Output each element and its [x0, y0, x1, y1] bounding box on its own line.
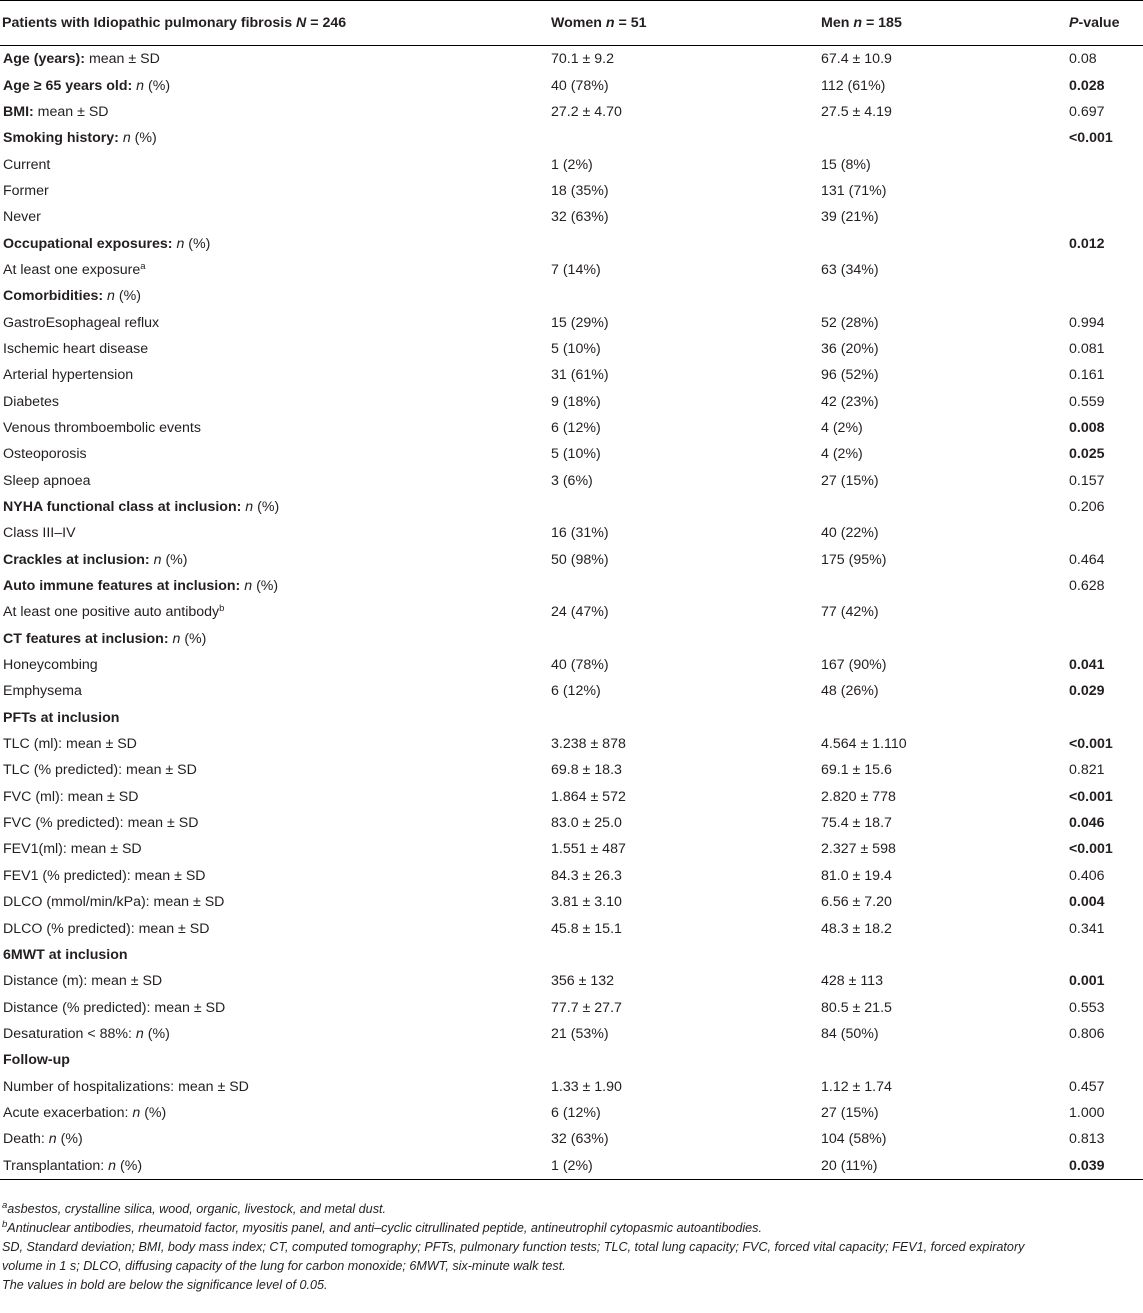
row-label: FVC (ml): mean ± SD: [3, 788, 139, 805]
table-row: [0, 257, 1143, 283]
table-row: [0, 178, 1143, 204]
row-label: Desaturation < 88%: n (%): [3, 1025, 170, 1042]
p-value: [1069, 705, 1143, 731]
row-label: Crackles at inclusion: n (%): [3, 551, 188, 568]
footnote-abbreviations-cont: volume in 1 s; DLCO, diffusing capacity of the lung for carbon monoxide; 6MWT, six-minute walk test.: [2, 1258, 566, 1273]
row-label: Class III–IV: [3, 525, 76, 542]
women-value: 32 (63%): [551, 209, 609, 226]
table-row: [0, 362, 1143, 388]
men-value: 27 (15%): [821, 472, 879, 489]
women-value: 1.864 ± 572: [551, 788, 626, 805]
p-value: 0.046: [1069, 815, 1105, 832]
table-row: [0, 731, 1143, 757]
table-row: [0, 46, 1143, 73]
men-value: 52 (28%): [821, 314, 879, 331]
header-men: Men n = 185: [819, 1, 1069, 46]
table-row: [0, 494, 1143, 520]
p-value: [1069, 204, 1143, 230]
women-value: 18 (35%): [551, 182, 609, 199]
women-value: 1.33 ± 1.90: [551, 1078, 622, 1095]
row-label: Ischemic heart disease: [3, 340, 149, 357]
women-value: 5 (10%): [551, 340, 601, 357]
row-label: CT features at inclusion: n (%): [3, 630, 207, 647]
men-value: [819, 230, 1069, 256]
table-body: [0, 46, 1143, 1180]
men-value: 4 (2%): [821, 419, 863, 436]
table-row: [0, 652, 1143, 678]
men-value: [819, 626, 1069, 652]
women-value: 3 (6%): [551, 472, 593, 489]
men-value: 84 (50%): [821, 1025, 879, 1042]
p-value: 0.025: [1069, 446, 1105, 463]
men-value: 80.5 ± 21.5: [821, 999, 892, 1016]
p-value: 0.994: [1069, 314, 1105, 331]
men-value: 104 (58%): [821, 1131, 887, 1148]
p-value: 0.206: [1069, 499, 1105, 516]
men-value: 15 (8%): [821, 156, 871, 173]
table-footnotes: [0, 1200, 1143, 1295]
women-value: 15 (29%): [551, 314, 609, 331]
women-value: [549, 1047, 819, 1073]
table-row: [0, 942, 1143, 968]
table-row: [0, 1047, 1143, 1073]
table-row: [0, 309, 1143, 335]
table-row: [0, 441, 1143, 467]
p-value: [1069, 520, 1143, 546]
table-row: [0, 599, 1143, 625]
row-label: Comorbidities: n (%): [3, 288, 141, 305]
row-label: At least one exposure$^a$: [3, 260, 146, 278]
row-label: Distance (% predicted): mean ± SD: [3, 999, 226, 1016]
p-value: [1069, 151, 1143, 177]
row-label: Never: [3, 209, 41, 226]
p-value: 0.628: [1069, 578, 1105, 595]
row-label: Former: [3, 182, 49, 199]
row-label: Follow-up: [3, 1052, 70, 1069]
row-label: Auto immune features at inclusion: n (%): [3, 578, 279, 595]
women-value: 1 (2%): [549, 1152, 819, 1179]
women-value: [549, 494, 819, 520]
p-value: 0.039: [1069, 1152, 1143, 1179]
table-row: [0, 415, 1143, 441]
men-value: [819, 1047, 1069, 1073]
table-row: [0, 994, 1143, 1020]
men-value: 40 (22%): [821, 525, 879, 542]
p-value: <0.001: [1069, 130, 1113, 147]
p-value: 0.081: [1069, 340, 1105, 357]
p-value: 0.008: [1069, 419, 1105, 436]
men-value: [819, 705, 1069, 731]
women-value: 9 (18%): [551, 393, 601, 410]
p-value: 0.012: [1069, 235, 1105, 252]
table-row: [0, 72, 1143, 98]
row-label: Death: n (%): [3, 1131, 83, 1148]
women-value: [549, 942, 819, 968]
footnote-b: $^b$Antinuclear antibodies, rheumatoid factor, myositis panel, and anti–cyclic citrullinated peptide, antineutrophil cytopasmic autoantibodies.: [2, 1218, 762, 1235]
row-label: Occupational exposures: n (%): [3, 235, 211, 252]
header-p-value: P-value: [1069, 1, 1143, 46]
women-value: [549, 283, 819, 309]
row-label: DLCO (% predicted): mean ± SD: [3, 920, 210, 937]
women-value: 84.3 ± 26.3: [551, 867, 622, 884]
table-row: [0, 99, 1143, 125]
women-value: 1.551 ± 487: [551, 841, 626, 858]
women-value: 70.1 ± 9.2: [551, 51, 615, 68]
row-label: Osteoporosis: [3, 446, 87, 463]
row-label: Smoking history: n (%): [3, 130, 157, 147]
men-value: 167 (90%): [821, 657, 887, 674]
table-row: [0, 836, 1143, 862]
row-label: Emphysema: [3, 683, 82, 700]
footnote-bold-note: The values in bold are below the significance level of 0.05.: [2, 1277, 328, 1292]
men-value: 48 (26%): [821, 683, 879, 700]
men-value: 27 (15%): [821, 1104, 879, 1121]
p-value: <0.001: [1069, 841, 1113, 858]
p-value: 0.464: [1069, 551, 1105, 568]
p-value: 0.028: [1069, 77, 1105, 94]
table-row: [0, 1073, 1143, 1099]
header-population: Patients with Idiopathic pulmonary fibrosis N = 246: [0, 1, 549, 46]
women-value: 356 ± 132: [551, 973, 615, 990]
row-label: FVC (% predicted): mean ± SD: [3, 815, 199, 832]
women-value: 6 (12%): [551, 1104, 601, 1121]
row-label: PFTs at inclusion: [3, 709, 120, 726]
men-value: 27.5 ± 4.19: [821, 103, 892, 120]
women-value: 40 (78%): [551, 657, 609, 674]
table-row: [0, 125, 1143, 151]
p-value: 0.697: [1069, 103, 1105, 120]
women-value: 77.7 ± 27.7: [551, 999, 622, 1016]
p-value: 0.001: [1069, 973, 1105, 990]
women-value: 3.81 ± 3.10: [551, 894, 622, 911]
row-label: TLC (% predicted): mean ± SD: [3, 762, 197, 779]
men-value: 112 (61%): [821, 77, 886, 94]
row-label: Number of hospitalizations: mean ± SD: [3, 1078, 249, 1095]
table-row: [0, 863, 1143, 889]
table-row: [0, 757, 1143, 783]
men-value: 39 (21%): [821, 209, 879, 226]
row-label: NYHA functional class at inclusion: n (%): [3, 499, 280, 516]
table-row: [0, 388, 1143, 414]
men-value: 63 (34%): [821, 261, 879, 278]
women-value: [549, 230, 819, 256]
p-value: [1069, 178, 1143, 204]
men-value: 1.12 ± 1.74: [821, 1078, 892, 1095]
table-row: [0, 968, 1143, 994]
men-value: 96 (52%): [821, 367, 879, 384]
table-header: [0, 1, 1143, 46]
women-value: 21 (53%): [551, 1025, 609, 1042]
women-value: 5 (10%): [551, 446, 601, 463]
p-value: <0.001: [1069, 788, 1113, 805]
p-value: 0.553: [1069, 999, 1105, 1016]
women-value: [549, 573, 819, 599]
row-label: Honeycombing: [3, 657, 98, 674]
row-label: Sleep apnoea: [3, 472, 91, 489]
p-value: 0.806: [1069, 1025, 1105, 1042]
table-row: [0, 151, 1143, 177]
p-value: <0.001: [1069, 736, 1113, 753]
table-row: [0, 810, 1143, 836]
p-value: 0.341: [1069, 920, 1105, 937]
women-value: 24 (47%): [551, 604, 609, 621]
table-row: [0, 626, 1143, 652]
women-value: [549, 125, 819, 151]
header-women: Women n = 51: [549, 1, 819, 46]
row-label: Diabetes: [3, 393, 59, 410]
men-value: 175 (95%): [821, 551, 887, 568]
women-value: 27.2 ± 4.70: [551, 103, 622, 120]
row-label: 6MWT at inclusion: [3, 946, 128, 963]
footnote-a: $^a$asbestos, crystalline silica, wood, organic, livestock, and metal dust.: [2, 1199, 386, 1216]
p-value: [1069, 599, 1143, 625]
men-value: 4.564 ± 1.110: [821, 736, 907, 753]
p-value: [1069, 1047, 1143, 1073]
women-value: 6 (12%): [551, 419, 601, 436]
women-value: 3.238 ± 878: [551, 736, 626, 753]
table-row: [0, 468, 1143, 494]
men-value: 6.56 ± 7.20: [821, 894, 892, 911]
table-row: [0, 915, 1143, 941]
men-value: [819, 494, 1069, 520]
row-label: Transplantation: n (%): [0, 1152, 549, 1179]
p-value: 0.161: [1069, 367, 1105, 384]
men-value: 131 (71%): [821, 182, 887, 199]
table-row: [0, 678, 1143, 704]
women-value: [549, 626, 819, 652]
table-row: [0, 1100, 1143, 1126]
row-label: Arterial hypertension: [3, 367, 134, 384]
p-value: 0.157: [1069, 472, 1105, 489]
table-row: [0, 784, 1143, 810]
p-value: 0.004: [1069, 894, 1105, 911]
women-value: 69.8 ± 18.3: [551, 762, 622, 779]
p-value: 0.813: [1069, 1131, 1105, 1148]
row-label: Age (years): mean ± SD: [3, 51, 160, 68]
row-label: Age ≥ 65 years old: n (%): [3, 77, 171, 94]
p-value: 1.000: [1069, 1104, 1105, 1121]
women-value: 16 (31%): [551, 525, 609, 542]
women-value: 45.8 ± 15.1: [551, 920, 622, 937]
table-row: [0, 204, 1143, 230]
women-value: 6 (12%): [551, 683, 601, 700]
row-label: BMI: mean ± SD: [3, 103, 109, 120]
p-value: 0.559: [1069, 393, 1105, 410]
row-label: Distance (m): mean ± SD: [3, 973, 163, 990]
row-label: FEV1(ml): mean ± SD: [3, 841, 142, 858]
men-value: 81.0 ± 19.4: [821, 867, 892, 884]
p-value: [1069, 283, 1143, 309]
p-value: [1069, 626, 1143, 652]
men-value: [819, 942, 1069, 968]
row-label: Current: [3, 156, 51, 173]
row-label: TLC (ml): mean ± SD: [3, 736, 137, 753]
p-value: 0.821: [1069, 762, 1105, 779]
men-value: 4 (2%): [821, 446, 863, 463]
table-row: [0, 1126, 1143, 1152]
men-value: 67.4 ± 10.9: [821, 51, 892, 68]
men-value: [819, 573, 1069, 599]
women-value: 83.0 ± 25.0: [551, 815, 622, 832]
p-value: 0.041: [1069, 657, 1105, 674]
footnote-abbreviations: SD, Standard deviation; BMI, body mass index; CT, computed tomography; PFTs, pulmonary function tests; TLC, total lung capacity; FVC, forced vital capacity; FEV1, forced expiratory: [2, 1239, 1025, 1254]
table-row: [0, 547, 1143, 573]
row-label: Acute exacerbation: n (%): [3, 1104, 167, 1121]
p-value: 0.406: [1069, 867, 1105, 884]
table-row: [0, 230, 1143, 256]
women-value: 7 (14%): [551, 261, 601, 278]
men-value: 69.1 ± 15.6: [821, 762, 892, 779]
women-value: 50 (98%): [551, 551, 609, 568]
row-label: At least one positive auto antibody$^b$: [3, 603, 225, 621]
men-value: 428 ± 113: [821, 973, 883, 990]
table-row: [0, 520, 1143, 546]
table-row: [0, 705, 1143, 731]
row-label: FEV1 (% predicted): mean ± SD: [3, 867, 206, 884]
table-row: [0, 1152, 1143, 1179]
p-value: 0.08: [1069, 51, 1097, 68]
p-value: [1069, 257, 1143, 283]
women-value: [549, 705, 819, 731]
men-value: 2.820 ± 778: [821, 788, 896, 805]
women-value: 1 (2%): [551, 156, 593, 173]
women-value: 32 (63%): [551, 1131, 609, 1148]
men-value: [819, 283, 1069, 309]
row-label: DLCO (mmol/min/kPa): mean ± SD: [3, 894, 225, 911]
table-row: [0, 573, 1143, 599]
table-row: [0, 889, 1143, 915]
men-value: 75.4 ± 18.7: [821, 815, 892, 832]
p-value: 0.029: [1069, 683, 1105, 700]
row-label: GastroEsophageal reflux: [3, 314, 160, 331]
women-value: 40 (78%): [551, 77, 609, 94]
men-value: 2.327 ± 598: [821, 841, 896, 858]
p-value: [1069, 942, 1143, 968]
men-value: [819, 125, 1069, 151]
men-value: 77 (42%): [821, 604, 879, 621]
men-value: 42 (23%): [821, 393, 879, 410]
table-row: [0, 336, 1143, 362]
men-value: 20 (11%): [819, 1152, 1069, 1179]
table-row: [0, 283, 1143, 309]
p-value: 0.457: [1069, 1078, 1105, 1095]
table-row: [0, 1021, 1143, 1047]
men-value: 36 (20%): [821, 340, 879, 357]
row-label: Venous thromboembolic events: [3, 419, 201, 436]
men-value: 48.3 ± 18.2: [821, 920, 892, 937]
women-value: 31 (61%): [551, 367, 609, 384]
